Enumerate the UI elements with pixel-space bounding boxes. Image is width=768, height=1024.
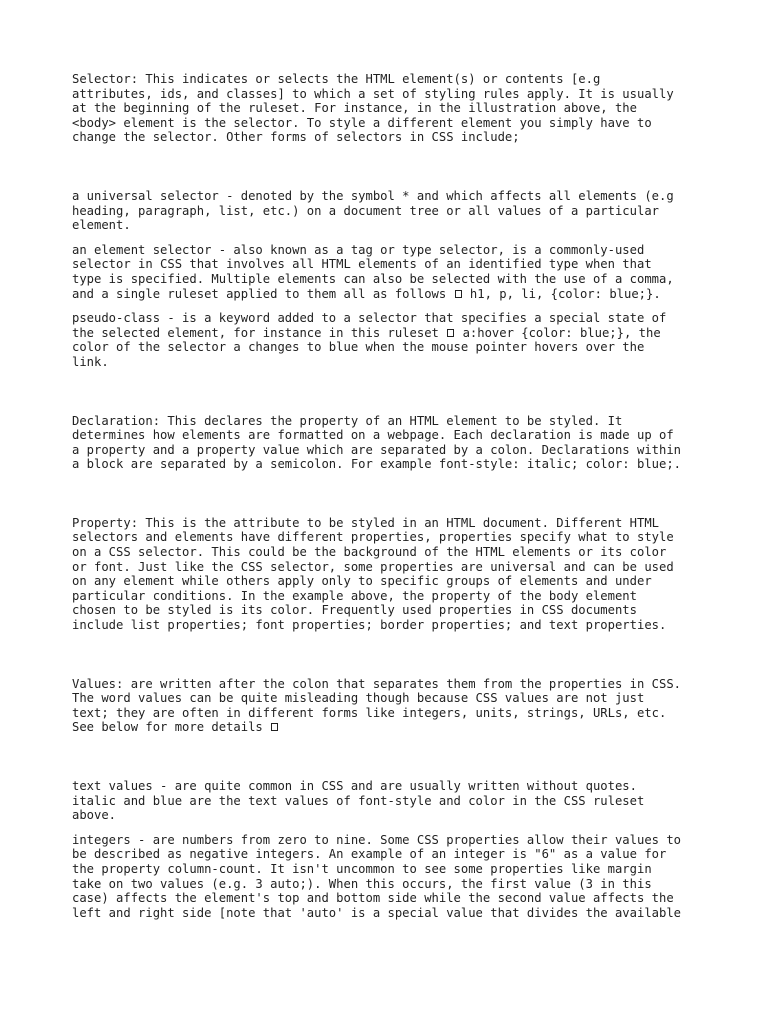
pseudo-class-text: pseudo-class - is a keyword added to a selector that specifies a special state of the selected element, for instance in this ruleset xyxy=(72,311,667,340)
paragraph-pseudo-class xyxy=(72,311,712,369)
element-selector-example: h1, p, li, {color: blue;}. xyxy=(469,286,661,301)
missing-glyph-icon xyxy=(455,290,462,298)
paragraph-values xyxy=(72,677,712,735)
paragraph-declaration: Declaration: This declares the property of an HTML element to be styled. It determines how elements are formatted on a webpage. Each declaration is made up of a property and a property value which are separated by a colon. Declarations within a block are separated by a semicolon. For example font-style: italic; color: blue;. xyxy=(72,413,682,472)
paragraph-property: Property: This is the attribute to be styled in an HTML document. Different HTML selectors and elements have different properties, properties specify what to style on a CSS selector. This could be the background of the HTML elements or its color or font. Just like the CSS selector, some properties are universal and can be used on any element while others apply only to specific groups of elements and under particular conditions. In the example above, the property of the body element chosen to be styled is its color. Frequently used properties in CSS documents include list properties; font properties; border properties; and text properties. xyxy=(72,515,674,633)
values-text: Values: are written after the colon that separates them from the properties in CSS. The word values can be quite misleading though because CSS values are not just text; they are often in different forms like integers, units, strings, URLs, etc. See below for more details xyxy=(72,676,682,735)
pseudo-class-example: a:hover {color: blue;}, the color of the selector a changes to blue when the mouse pointer hovers over the link. xyxy=(72,325,661,369)
paragraph-integers: integers - are numbers from zero to nine. Some CSS properties allow their values to be described as negative integers. An example of an integer is "6" as a value for the property column-count. It isn't uncommon to see some properties like margin take on two values (e.g. 3 auto;). When this occurs, the first value (3 in this case) affects the element's top and bottom side while the second value affects the left and right side [note that 'auto' is a special value that divides the available xyxy=(72,832,682,920)
document-page xyxy=(72,72,712,920)
paragraph-element-selector xyxy=(72,243,712,301)
missing-glyph-icon xyxy=(271,723,278,731)
paragraph-selector: Selector: This indicates or selects the HTML element(s) or contents [e.g attributes, ids, and classes] to which a set of styling rules apply. It is usually at the beginning of the ruleset. For instance, in the illustration above, the <body> element is the selector. To style a different element you simply have to change the selector. Other forms of selectors in CSS include; xyxy=(72,72,674,145)
element-selector-text: an element selector - also known as a tag or type selector, is a commonly-used selector in CSS that involves all HTML elements of an identified type when that type is specified. Multiple elements can also be selected with the use of a comma, and a single ruleset applied to them all as follows xyxy=(72,242,674,301)
missing-glyph-icon xyxy=(447,329,454,337)
paragraph-universal-selector: a universal selector - denoted by the symbol * and which affects all elements (e.g heading, paragraph, list, etc.) on a document tree or all values of a particular element. xyxy=(72,188,674,233)
paragraph-text-values: text values - are quite common in CSS and are usually written without quotes. italic and blue are the text values of font-style and color in the CSS ruleset above. xyxy=(72,779,645,823)
